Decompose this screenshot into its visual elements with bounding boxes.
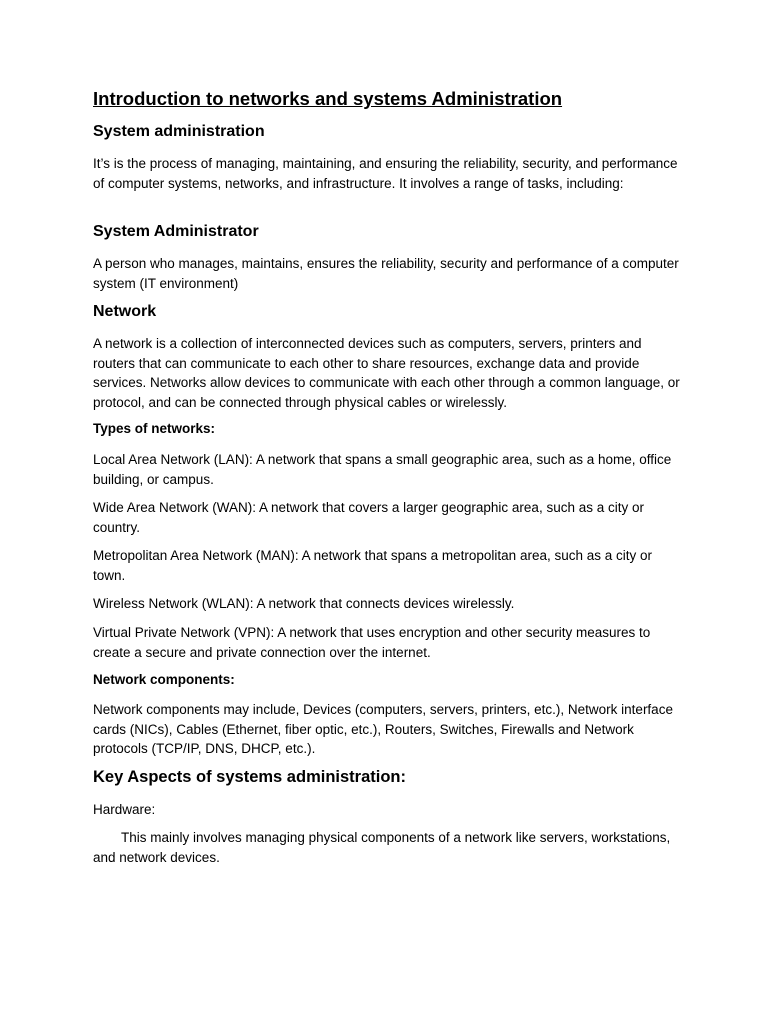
heading-key-aspects: Key Aspects of systems administration: [93,768,406,786]
paragraph-network: A network is a collection of interconnected devices such as computers, servers, printers and routers that can communicate to each other to share resources, exchange data and provide services. Networks allow devices to communicate with each other through a common language, or protocol, and can be connected through physical cables or wirelessly. [93,336,680,410]
document-title: Introduction to networks and systems Administration [93,88,563,109]
heading-network: Network [93,303,157,320]
paragraph-system-administration: It’s is the process of managing, maintaining, and ensuring the reliability, security, and performance of computer systems, networks, and infrastructure. It involves a range of tasks, including: [93,156,678,191]
label-hardware: Hardware: [93,802,156,817]
paragraph-network-components: Network components may include, Devices (computers, servers, printers, etc.), Network interface cards (NICs), Cables (Ethernet, fiber optic, etc.), Routers, Switches, Firewalls and Network protocols (TCP/IP, DNS, DHCP, etc.). [93,702,673,756]
list-item-lan: Local Area Network (LAN): A network that spans a small geographic area, such as a home, office building, or campus. [93,452,672,487]
paragraph-hardware: This mainly involves managing physical components of a network like servers, workstations, and network devices. [93,830,671,865]
list-item-vpn: Virtual Private Network (VPN): A network that uses encryption and other security measures to create a secure and private connection over the internet. [93,625,651,660]
paragraph-system-administrator: A person who manages, maintains, ensures the reliability, security and performance of a computer system (IT environment) [93,256,679,291]
heading-network-components: Network components: [93,672,235,687]
heading-system-administration: System administration [93,123,265,140]
list-item-man: Metropolitan Area Network (MAN): A network that spans a metropolitan area, such as a city or town. [93,548,653,583]
heading-types-of-networks: Types of networks: [93,421,216,436]
list-item-wan: Wide Area Network (WAN): A network that covers a larger geographic area, such as a city or country. [93,500,644,535]
list-item-wlan: Wireless Network (WLAN): A network that connects devices wirelessly. [93,596,515,611]
heading-system-administrator: System Administrator [93,223,259,240]
